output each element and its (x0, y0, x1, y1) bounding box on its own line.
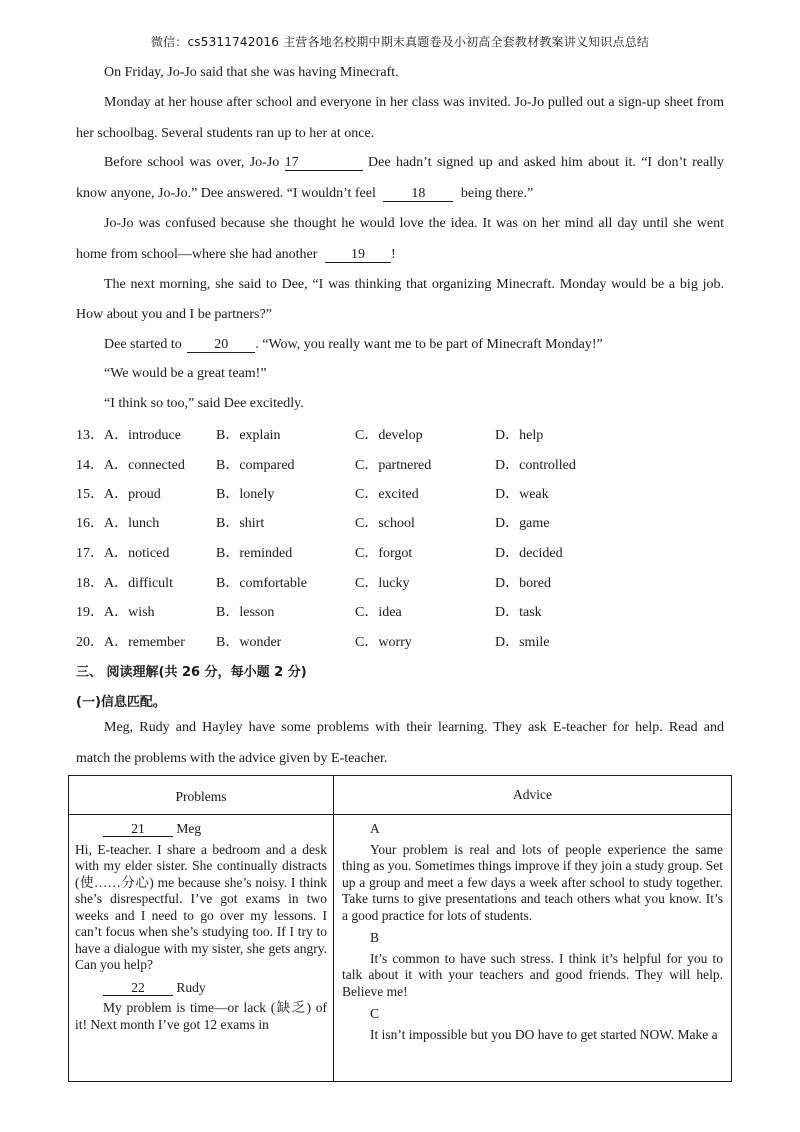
passage-paragraph-5-line-2: How about you and I be partners?” (76, 307, 272, 322)
option-b: B．comfortable (216, 576, 307, 591)
problem-meg-heading (75, 821, 327, 838)
text-segment: home from school—where she had another (76, 247, 318, 262)
option-c: C．lucky (355, 576, 410, 591)
option-d: D．decided (495, 546, 563, 561)
option-a: 14．A．connected (76, 458, 185, 473)
question-options-row (76, 512, 736, 532)
option-b: B．explain (216, 428, 281, 443)
text-segment: Before school was over, Jo-Jo (104, 155, 280, 170)
table-header-row (69, 776, 732, 815)
question-options-row (76, 454, 736, 474)
option-b: B．shirt (216, 516, 265, 531)
page-header-watermark: 微信：cs5311742016 主营各地名校期中期末真题卷及小初高全套教材教案讲义知识点总结 (150, 35, 650, 49)
text-segment: Dee started to (104, 337, 182, 352)
advice-b-letter: B (370, 930, 380, 945)
question-options-row (76, 631, 736, 651)
option-c: C．forgot (355, 546, 413, 561)
problem-rudy-text: My problem is time—or lack (缺乏) of it! Next month I’ve got 12 exams in (75, 1000, 327, 1032)
option-c: C．idea (355, 605, 402, 620)
option-b: B．compared (216, 458, 295, 473)
passage-paragraph-2-line-1: Monday at her house after school and everyone in her class was invited. Jo-Jo pulled out a sign-up sheet from (104, 95, 724, 110)
passage-paragraph-5-line-1: The next morning, she said to Dee, “I was thinking that organizing Minecraft. Monday would be a big job. (104, 277, 724, 292)
advice-c-text: It isn’t impossible but you DO have to get started NOW. Make a (370, 1026, 718, 1042)
option-a: 15．A．proud (76, 487, 161, 502)
section-3-intro-line-2: match the problems with the advice given by E-teacher. (76, 751, 388, 766)
text-segment: know anyone, Jo-Jo.” Dee answered. “I wouldn’t feel (76, 186, 376, 201)
question-options-row (76, 542, 736, 562)
blank-20: 20 (187, 338, 255, 353)
section-3-title: 三、 阅读理解(共 26 分，每小题 2 分) (76, 665, 307, 680)
passage-paragraph-4-line-2 (76, 246, 724, 264)
advice-cell (334, 815, 732, 1082)
option-a: 20．A．remember (76, 635, 185, 650)
option-a: 19．A．wish (76, 605, 155, 620)
option-a: 17．A．noticed (76, 546, 170, 561)
problem-meg-text: Hi, E-teacher. I share a bedroom and a desk with my elder sister. She continually distracts (使……分心) me because she’s noisy. I think she’s disrespectful. I’ve got exams in two weeks and I need to go over my lessons. I can’t focus when she’s studying too. If I try to have a dialogue with my sister, she gets angry. Can you help? (75, 841, 327, 972)
option-d: D．bored (495, 576, 551, 591)
question-options-row (76, 424, 736, 444)
matching-table (68, 775, 732, 1082)
text-segment: ! (390, 247, 396, 262)
passage-paragraph-2-line-2: her schoolbag. Several students ran up to her at once. (76, 126, 375, 141)
option-c: C．partnered (355, 458, 432, 473)
option-b: B．wonder (216, 635, 282, 650)
advice-a-letter: A (370, 821, 380, 836)
option-b: B．reminded (216, 546, 293, 561)
option-a: 16．A．lunch (76, 516, 160, 531)
passage-paragraph-1: On Friday, Jo-Jo said that she was having Minecraft. (104, 65, 399, 80)
passage-paragraph-8: “I think so too,” said Dee excitedly. (104, 396, 304, 411)
option-d: D．task (495, 605, 542, 620)
section-3-intro-line-1: Meg, Rudy and Hayley have some problems with their learning. They ask E-teacher for help. Read and (104, 720, 724, 735)
advice-b-text: It’s common to have such stress. I think it’s helpful for you to talk about it with your teachers and good friends. They will help. Believe me! (342, 950, 723, 999)
advice-c-letter: C (370, 1006, 380, 1021)
question-options-row (76, 601, 736, 621)
option-a: 18．A．difficult (76, 576, 173, 591)
problems-cell (69, 815, 334, 1082)
blank-22: 22 (103, 981, 173, 996)
option-b: B．lonely (216, 487, 275, 502)
passage-paragraph-3-line-2 (76, 185, 724, 203)
option-b: B．lesson (216, 605, 275, 620)
question-options-row (76, 572, 736, 592)
option-d: D．controlled (495, 458, 576, 473)
text-segment: Dee hadn’t signed up and asked him about it. “I don’t really (368, 155, 725, 170)
passage-paragraph-6 (76, 336, 724, 354)
passage-paragraph-3-line-1 (76, 154, 724, 172)
question-options-row (76, 483, 736, 503)
passage-paragraph-4-line-1: Jo-Jo was confused because she thought he would love the idea. It was on her mind all day until she went (104, 216, 724, 231)
student-name-rudy: Rudy (176, 979, 206, 995)
section-3-subtitle: (一)信息匹配。 (76, 695, 166, 710)
option-c: C．develop (355, 428, 423, 443)
blank-17: 17 (285, 156, 363, 171)
option-d: D．weak (495, 487, 549, 502)
option-a: 13．A．introduce (76, 428, 181, 443)
problem-rudy-heading (75, 980, 327, 997)
advice-a-text: Your problem is real and lots of people experience the same thing as you. Sometimes things improve if they join a study group. Set up a group and meet a few days a week after school to study together. Take turns to give presentations and teach others what you know. It’s a good practice for lots of students. (342, 841, 723, 923)
option-d: D．smile (495, 635, 550, 650)
problems-column-header: Problems (69, 776, 334, 815)
option-d: D．help (495, 428, 544, 443)
table-body-row (69, 815, 732, 1082)
option-c: C．excited (355, 487, 419, 502)
option-c: C．worry (355, 635, 412, 650)
blank-19: 19 (325, 248, 391, 263)
option-d: D．game (495, 516, 550, 531)
passage-paragraph-7: “We would be a great team!” (104, 366, 267, 381)
option-c: C．school (355, 516, 415, 531)
advice-column-header: Advice (334, 776, 732, 815)
student-name-meg: Meg (176, 821, 202, 836)
text-segment: being there.” (460, 186, 534, 201)
blank-18: 18 (383, 187, 453, 202)
blank-21: 21 (103, 822, 173, 837)
text-segment: . “Wow, you really want me to be part of Minecraft Monday!” (255, 337, 603, 352)
